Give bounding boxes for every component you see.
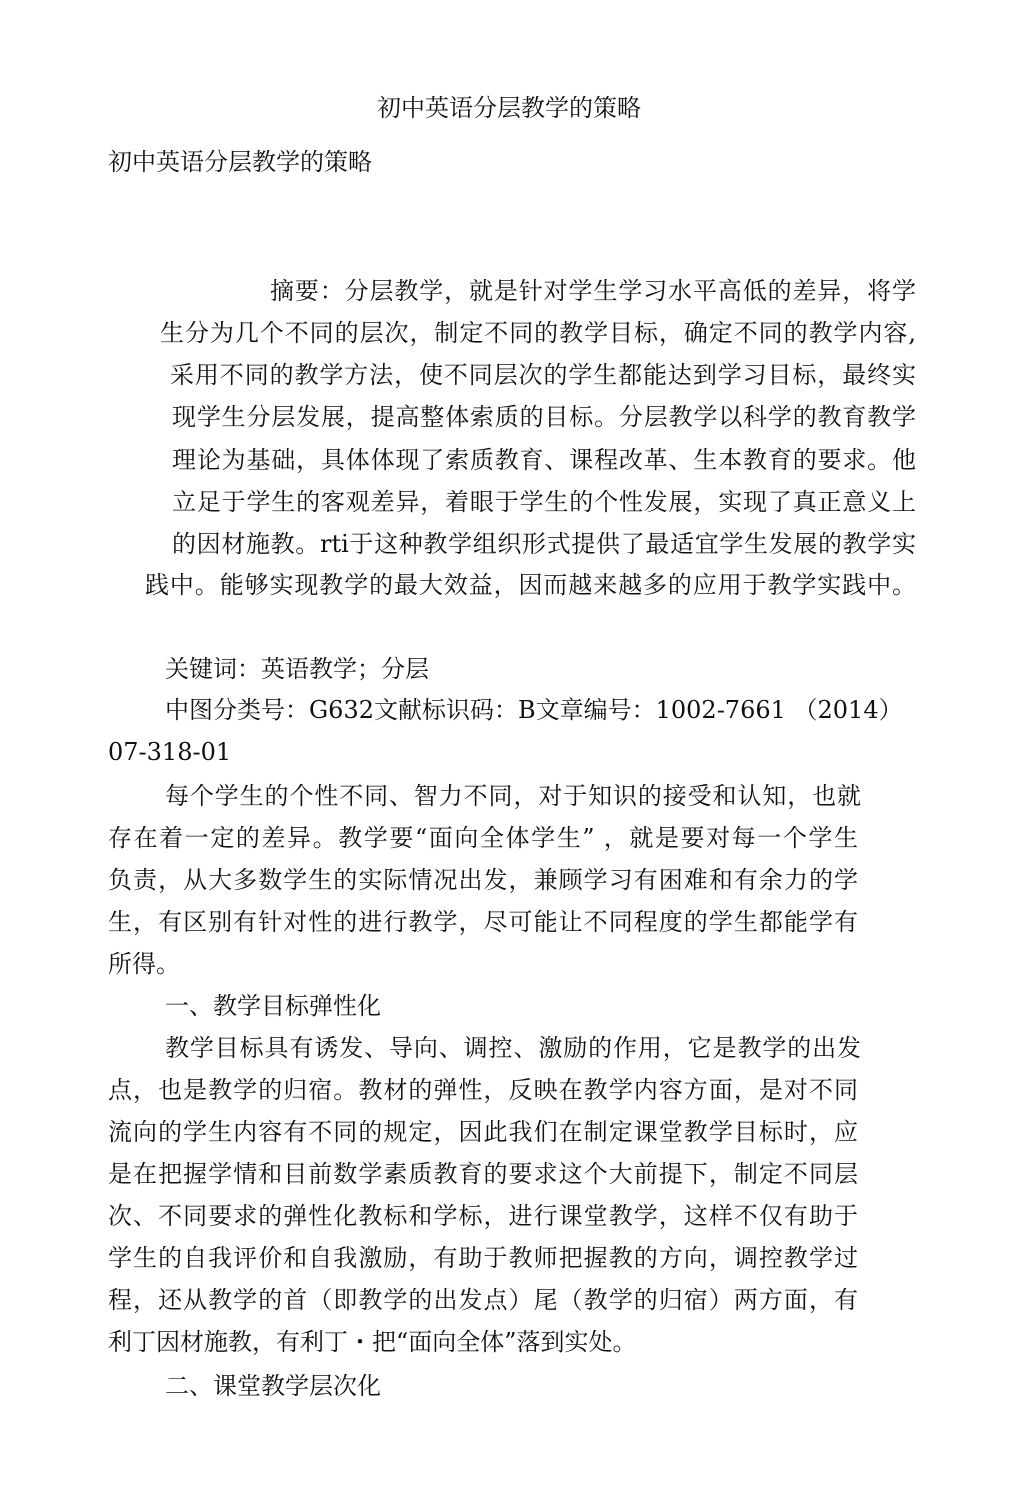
paragraph-line: 程，还从教学的首（即教学的出发点）尾（教学的归宿）两方面，有 xyxy=(108,1286,858,1314)
document-subtitle: 初中英语分层教学的策略 xyxy=(108,148,372,176)
paragraph-line: 教学目标具有诱发、导向、调控、激励的作用，它是教学的出发 xyxy=(165,1034,861,1062)
abstract-line: 立足于学生的客观差异，着眼于学生的个性发展，实现了真正意义上 xyxy=(172,488,916,516)
abstract-line: 理论为基础，具体体现了索质教育、课程改革、生本教育的要求。他 xyxy=(172,446,916,474)
paragraph-line: 次、不同要求的弹性化教标和学标，进行课堂教学，这样不仅有助于 xyxy=(108,1202,858,1230)
abstract-line: 生分为几个不同的层次，制定不同的教学目标，确定不同的教学内容, xyxy=(160,319,916,347)
abstract-line: 采用不同的教学方法，使不同层次的学生都能达到学习目标，最终实 xyxy=(170,361,916,389)
paragraph-line: 存在着一定的差异。教学要“面向全体学生” ，就是要对每一个学生 xyxy=(108,824,858,852)
paragraph-line: 点，也是教学的归宿。教材的弹性，反映在教学内容方面，是对不同 xyxy=(108,1076,858,1104)
classification-line: 中图分类号：G632文献标识码：B文章编号：1002-7661 （2014） xyxy=(165,696,903,724)
paragraph-line: 负责，从大多数学生的实际情况出发，兼顾学习有困难和有余力的学 xyxy=(108,866,858,894)
paragraph-line: 每个学生的个性不同、智力不同，对于知识的接受和认知，也就 xyxy=(165,782,861,810)
paragraph-line: 利丁因材施教，有利丁・把“面向全体”落到实处。 xyxy=(108,1328,637,1356)
paragraph-line: 是在把握学情和目前数学素质教育的要求这个大前提下，制定不同层 xyxy=(108,1160,858,1188)
section-heading: 一、教学目标弹性化 xyxy=(165,992,381,1020)
paragraph-line: 生，有区别有针对性的进行教学，尽可能让不同程度的学生都能学有 xyxy=(108,908,858,936)
paragraph-line: 所得。 xyxy=(108,950,180,978)
document-title: 初中英语分层教学的策略 xyxy=(377,94,641,122)
paragraph-line: 学生的自我评价和自我激励，有助于教师把握教的方向，调控教学过 xyxy=(108,1244,858,1272)
section-heading: 二、课堂教学层次化 xyxy=(165,1372,381,1400)
abstract-line: 践中。能够实现教学的最大效益，因而越来越多的应用于教学实践中。 xyxy=(145,571,916,599)
keywords: 关键词：英语教学；分层 xyxy=(165,655,429,683)
abstract-line: 的因材施教。rti于这种教学组织形式提供了最适宜学生发展的教学实 xyxy=(172,530,916,558)
abstract-line: 现学生分层发展，提高整体索质的目标。分层教学以科学的教育教学 xyxy=(172,403,916,431)
classification-line-continued: 07-318-01 xyxy=(108,738,232,766)
paragraph-line: 流向的学生内容有不同的规定，因此我们在制定课堂教学目标时，应 xyxy=(108,1118,858,1146)
abstract-line: 摘要：分层教学，就是针对学生学习水平高低的差异，将学 xyxy=(270,277,916,305)
